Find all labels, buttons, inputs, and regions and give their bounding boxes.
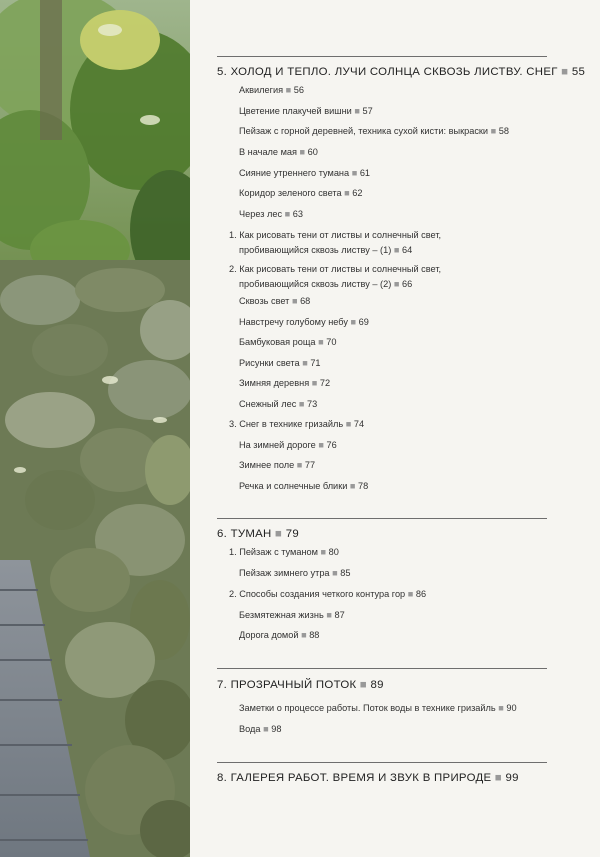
toc-entry[interactable]: Навстречу голубому небу ■ 69 <box>239 317 369 327</box>
separator-mark: ■ <box>263 724 269 734</box>
chapter-heading[interactable] <box>217 772 519 784</box>
chapter-heading[interactable] <box>217 528 299 540</box>
toc-entry[interactable]: Рисунки света ■ 71 <box>239 358 321 368</box>
chapter-divider <box>217 668 547 669</box>
toc-entry[interactable]: Сияние утреннего тумана ■ 61 <box>239 168 371 178</box>
chapter-title: 5. ХОЛОД И ТЕПЛО. ЛУЧИ СОЛНЦА СКВОЗЬ ЛИСТВУ. СНЕГ <box>217 66 558 78</box>
separator-mark: ■ <box>291 296 298 306</box>
chapter-divider <box>217 56 547 57</box>
toc-entry[interactable]: В начале мая ■ 60 <box>239 147 318 157</box>
stone-stairs-painting <box>0 0 190 857</box>
toc-entry[interactable]: 3. Снег в технике гризайль ■ 74 <box>229 419 365 429</box>
separator-mark: ■ <box>345 419 352 429</box>
chapter-heading[interactable] <box>217 66 585 78</box>
toc-entry[interactable]: Пейзаж зимнего утра ■ 85 <box>239 568 351 578</box>
separator-mark: ■ <box>350 317 357 327</box>
separator-mark: ■ <box>349 481 356 491</box>
chapter-page: 89 <box>370 679 384 691</box>
toc-entry-multiline[interactable]: 2. Как рисовать тени от листвы и солнечный свет, пробивающийся сквозь листву – (2) ■ 66 <box>229 264 442 289</box>
separator-mark: ■ <box>326 610 332 620</box>
separator-mark: ■ <box>393 279 400 289</box>
toc-entry[interactable]: Вода ■ 98 <box>239 724 282 734</box>
separator-mark: ■ <box>311 378 318 388</box>
toc-entry[interactable]: Сквозь свет ■ 68 <box>239 296 311 306</box>
separator-mark: ■ <box>498 703 504 713</box>
separator-mark: ■ <box>407 589 414 599</box>
toc-entry[interactable]: На зимней дороге ■ 76 <box>239 440 337 450</box>
separator-mark: ■ <box>318 337 324 347</box>
toc-entry[interactable]: Пейзаж с горной деревней, техника сухой кисти: выкраски ■ 58 <box>239 126 509 136</box>
separator-mark: ■ <box>351 168 358 178</box>
toc-entry[interactable]: 2. Способы создания четкого контура гор ■ 86 <box>229 589 427 599</box>
separator-mark: ■ <box>284 209 291 219</box>
toc-entry[interactable]: Коридор зеленого света ■ 62 <box>239 188 363 198</box>
chapter-title: 7. ПРОЗРАЧНЫЙ ПОТОК <box>217 679 357 691</box>
toc-entry[interactable]: Аквилегия ■ 56 <box>239 85 305 95</box>
foliage <box>0 0 190 290</box>
watercolor-illustration <box>0 0 190 857</box>
separator-mark: ■ <box>299 147 306 157</box>
chapter-page: 55 <box>571 66 586 78</box>
toc-entry[interactable]: Бамбуковая роща ■ 70 <box>239 337 337 347</box>
toc-entry[interactable]: Безмятежная жизнь ■ 87 <box>239 610 345 620</box>
separator-mark: ■ <box>296 460 303 470</box>
chapter-divider <box>217 762 547 763</box>
toc-entry[interactable]: Через лес ■ 63 <box>239 209 304 219</box>
toc-entry[interactable]: Зимняя деревня ■ 72 <box>239 378 331 388</box>
separator-mark: ■ <box>301 630 307 640</box>
toc-entry-multiline[interactable]: 1. Как рисовать тени от листвы и солнечный свет, пробивающийся сквозь листву – (1) ■ 64 <box>229 230 442 255</box>
chapter-title: 6. ТУМАН <box>217 528 272 540</box>
toc-entry[interactable]: 1. Пейзаж с туманом ■ 80 <box>229 547 339 557</box>
separator-mark: ■ <box>320 547 327 557</box>
separator-mark: ■ <box>298 399 305 409</box>
chapter-title: 8. ГАЛЕРЕЯ РАБОТ. ВРЕМЯ И ЗВУК В ПРИРОДЕ <box>217 772 492 784</box>
separator-mark: ■ <box>332 568 338 578</box>
toc-entry[interactable]: Снежный лес ■ 73 <box>239 399 318 409</box>
toc-entry[interactable]: Зимнее поле ■ 77 <box>239 460 316 470</box>
separator-mark: ■ <box>275 528 283 540</box>
separator-mark: ■ <box>285 85 292 95</box>
chapter-heading[interactable] <box>217 679 384 691</box>
separator-mark: ■ <box>494 772 503 784</box>
chapter-page: 79 <box>285 528 299 540</box>
separator-mark: ■ <box>318 440 324 450</box>
separator-mark: ■ <box>302 358 308 368</box>
separator-mark: ■ <box>359 679 368 691</box>
toc-entry[interactable]: Речка и солнечные блики ■ 78 <box>239 481 369 491</box>
toc-entry[interactable]: Цветение плакучей вишни ■ 57 <box>239 106 373 116</box>
separator-mark: ■ <box>354 106 360 116</box>
chapter-divider <box>217 518 547 519</box>
separator-mark: ■ <box>490 126 497 136</box>
toc-entry[interactable]: Заметки о процессе работы. Поток воды в технике гризайль ■ 90 <box>239 703 517 713</box>
separator-mark: ■ <box>393 245 400 255</box>
chapter-page: 99 <box>505 772 519 784</box>
toc-entry[interactable]: Дорога домой ■ 88 <box>239 630 320 640</box>
separator-mark: ■ <box>561 66 569 78</box>
separator-mark: ■ <box>344 188 350 198</box>
